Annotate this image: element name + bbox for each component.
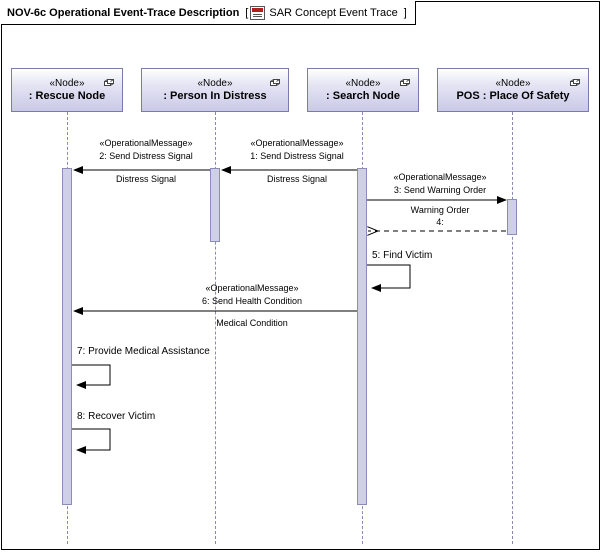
message-3-number: 3: Send Warning Order [393,185,487,195]
lifeline-head-search-node[interactable] [307,68,419,112]
lifeline-name: : Search Node [326,89,400,102]
node-icon [400,77,412,89]
message-2-stereotype: «OperationalMessage» [99,138,193,148]
message-6-signal: Medical Condition [216,318,288,328]
message-1-signal: Distress Signal [266,174,328,184]
lifeline-stereotype: «Node» [197,77,233,89]
message-1-number: 1: Send Distress Signal [250,151,344,161]
node-icon [104,77,116,89]
activation-search-node [357,168,367,505]
lifeline-head-person-in-distress[interactable] [141,68,289,112]
activation-place-of-safety [507,199,517,235]
message-7-number: 7: Provide Medical Assistance [77,346,210,357]
message-4-number: 4: [436,217,444,227]
lifeline-name: : Rescue Node [28,89,106,102]
message-6-stereotype: «OperationalMessage» [205,283,299,293]
lifeline-stereotype: «Node» [345,77,381,89]
sequence-diagram-icon [250,6,265,20]
frame-bracket-open: [ [245,6,249,19]
diagram-title: NOV-6c Operational Event-Trace Description [7,6,240,19]
lifeline-head-place-of-safety[interactable] [437,68,589,112]
message-2-number: 2: Send Distress Signal [99,151,193,161]
node-icon [570,77,582,89]
lifeline-name: : Person In Distress [163,89,267,102]
message-3-signal: Warning Order [410,205,470,215]
node-icon [270,77,282,89]
diagram-frame-header [1,1,416,25]
message-5-number: 5: Find Victim [372,250,433,261]
lifeline-stereotype: «Node» [495,77,531,89]
lifeline-head-rescue-node[interactable] [11,68,123,112]
message-3-stereotype: «OperationalMessage» [393,172,487,182]
lifeline-name: POS : Place Of Safety [456,89,570,102]
message-6-number: 6: Send Health Condition [201,296,303,306]
activation-rescue-node [62,168,72,505]
message-1-stereotype: «OperationalMessage» [250,138,344,148]
lifeline-place-of-safety [512,112,513,544]
message-2-signal: Distress Signal [115,174,177,184]
frame-bracket-close: ] [403,6,407,19]
message-8-number: 8: Recover Victim [77,411,156,422]
lifeline-stereotype: «Node» [49,77,85,89]
diagram-name: SAR Concept Event Trace [269,6,398,19]
